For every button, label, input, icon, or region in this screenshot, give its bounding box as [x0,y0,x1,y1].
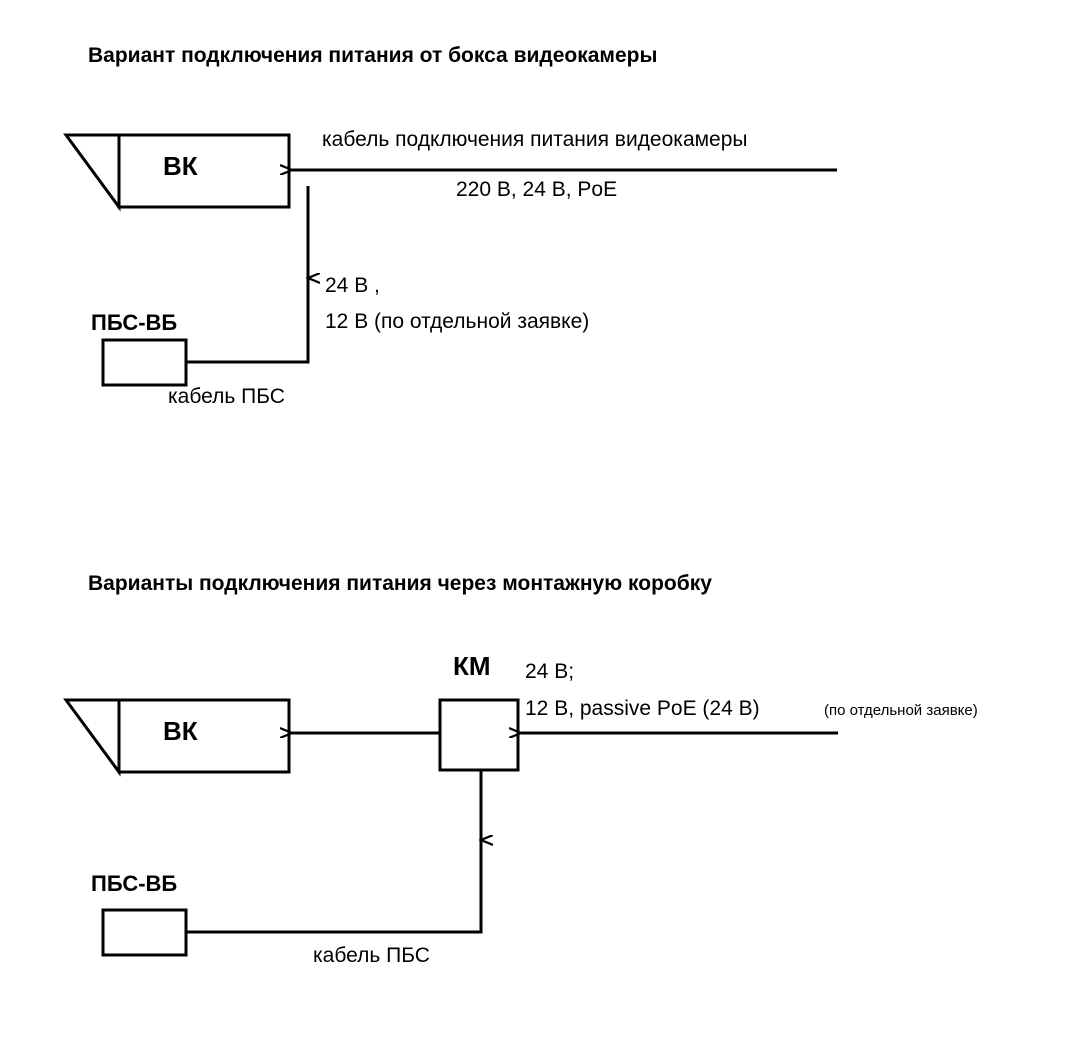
supply-label-line1-bottom: 24 В; [525,660,575,683]
camera-label-bottom: ВК [163,716,198,746]
supply-label-line2-bottom: 12 В, passive PoE (24 В) [525,697,760,720]
power-voltages-label-top: 220 В, 24 В, PoE [456,178,618,201]
psu-label-bottom: ПБС-ВБ [91,871,178,896]
junction-box-label-bottom: КМ [453,651,491,681]
camera-lens-top [66,135,119,207]
camera-body-top [119,135,289,207]
branch-line-bottom [186,770,481,932]
camera-lens-bottom [66,700,119,772]
psu-box-top [103,340,186,385]
branch-voltage-line2-top: 12 В (по отдельной заявке) [325,310,590,333]
camera-body-bottom [119,700,289,772]
branch-line-top [186,186,308,362]
branch-voltage-line1-top: 24 В , [325,274,380,297]
supply-label-note-bottom: (по отдельной заявке) [824,702,978,719]
psu-label-top: ПБС-ВБ [91,310,178,335]
pbs-cable-label-bottom: кабель ПБС [313,944,430,967]
pbs-cable-label-top: кабель ПБС [168,385,285,408]
camera-label-top: ВК [163,151,198,181]
psu-box-bottom [103,910,186,955]
junction-box-bottom [440,700,518,770]
title-bottom: Варианты подключения питания через монтажную коробку [88,572,712,595]
power-cable-label-top: кабель подключения питания видеокамеры [322,128,748,151]
title-top: Вариант подключения питания от бокса видеокамеры [88,44,658,67]
